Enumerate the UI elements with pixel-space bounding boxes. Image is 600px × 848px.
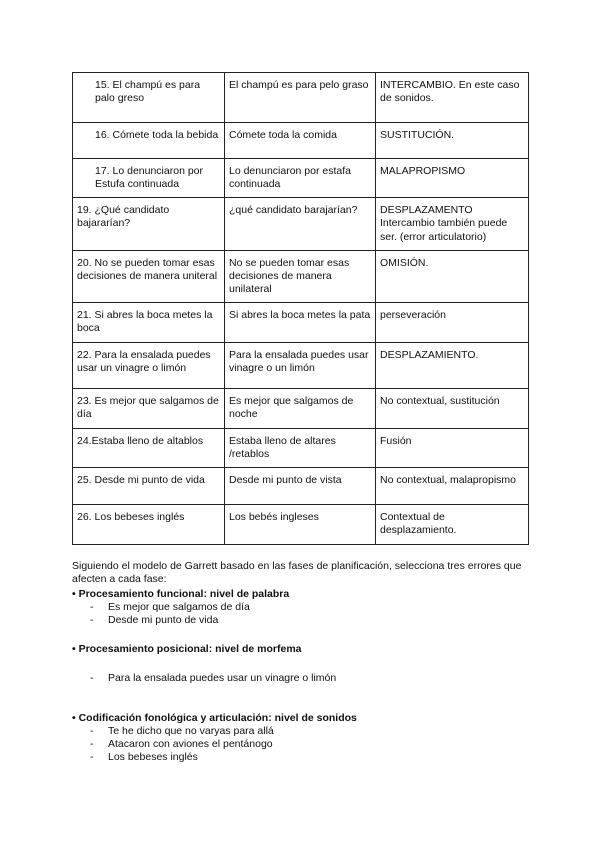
correct-cell: Cómete toda la comida xyxy=(225,123,376,159)
intro-paragraph: Siguiendo el modelo de Garrett basado en las fases de planificación, selecciona tres errores que afecten a cada fase: xyxy=(72,560,522,586)
correct-cell: ¿qué candidato barajarían? xyxy=(225,198,376,250)
correct-cell: Para la ensalada puedes usar vinagre o un limón xyxy=(225,343,376,389)
correct-cell: Si abres la boca metes la pata xyxy=(225,303,376,343)
error-cell: 20. No se pueden tomar esas decisiones de manera uniteral xyxy=(73,250,225,302)
error-cell: 23. Es mejor que salgamos de día xyxy=(73,389,225,429)
type-cell: No contextual, malapropismo xyxy=(376,468,529,505)
type-cell: OMISIÓN. xyxy=(376,250,529,302)
list-item: - Atacaron con aviones el pentánogo xyxy=(72,738,532,751)
list-item: - Desde mi punto de vida xyxy=(72,614,532,627)
table-row xyxy=(73,343,529,389)
table-row xyxy=(73,303,529,343)
section-positional xyxy=(72,643,532,685)
error-cell: 26. Los bebeses inglés xyxy=(73,505,225,544)
errors-table xyxy=(72,72,529,545)
type-cell: perseveración xyxy=(376,303,529,343)
error-cell: 16. Cómete toda la bebida xyxy=(73,123,225,159)
correct-cell: Los bebés ingleses xyxy=(225,505,376,544)
list-item: - Para la ensalada puedes usar un vinagre o limón xyxy=(72,672,532,685)
error-cell: 15. El champú es para palo greso xyxy=(73,73,225,123)
table-row xyxy=(73,429,529,468)
correct-cell: Es mejor que salgamos de noche xyxy=(225,389,376,429)
type-cell: INTERCAMBIO. En este caso de sonidos. xyxy=(376,73,529,123)
error-cell: 17. Lo denunciaron por Estufa continuada xyxy=(73,159,225,198)
section-heading: • Codificación fonológica y articulación: nivel de sonidos xyxy=(72,712,357,724)
correct-cell: No se pueden tomar esas decisiones de manera unilateral xyxy=(225,250,376,302)
type-cell: Contextual de desplazamiento. xyxy=(376,505,529,544)
table-row xyxy=(73,123,529,159)
table-row xyxy=(73,468,529,505)
section-phonological xyxy=(72,712,532,765)
error-cell: 24.Estaba lleno de altablos xyxy=(73,429,225,468)
section-heading: • Procesamiento posicional: nivel de morfema xyxy=(72,643,302,655)
error-cell: 19. ¿Qué candidato bajararían? xyxy=(73,198,225,250)
table-row xyxy=(73,505,529,544)
correct-cell: El champú es para pelo graso xyxy=(225,73,376,123)
table-row xyxy=(73,389,529,429)
example-list xyxy=(72,672,532,685)
type-cell: DESPLAZAMENTO Intercambio también puede ser. (error articulatorio) xyxy=(376,198,529,250)
list-item: - Los bebeses inglés xyxy=(72,751,532,764)
section-functional xyxy=(72,588,532,627)
correct-cell: Estaba lleno de altares /retablos xyxy=(225,429,376,468)
correct-cell: Lo denunciaron por estafa continuada xyxy=(225,159,376,198)
type-cell: DESPLAZAMIENTO. xyxy=(376,343,529,389)
table-row xyxy=(73,250,529,302)
type-cell: Fusión xyxy=(376,429,529,468)
example-list xyxy=(72,725,532,764)
example-list xyxy=(72,601,532,627)
section-heading: • Procesamiento funcional: nivel de palabra xyxy=(72,588,290,600)
table-row xyxy=(73,198,529,250)
table-row xyxy=(73,159,529,198)
type-cell: MALAPROPISMO xyxy=(376,159,529,198)
error-cell: 25. Desde mi punto de vida xyxy=(73,468,225,505)
list-item: - Es mejor que salgamos de día xyxy=(72,601,532,614)
error-cell: 22. Para la ensalada puedes usar un vinagre o limón xyxy=(73,343,225,389)
correct-cell: Desde mi punto de vista xyxy=(225,468,376,505)
error-cell: 21. Si abres la boca metes la boca xyxy=(73,303,225,343)
table-row xyxy=(73,73,529,123)
type-cell: SUSTITUCIÓN. xyxy=(376,123,529,159)
type-cell: No contextual, sustitución xyxy=(376,389,529,429)
list-item: - Te he dicho que no varyas para allá xyxy=(72,725,532,738)
